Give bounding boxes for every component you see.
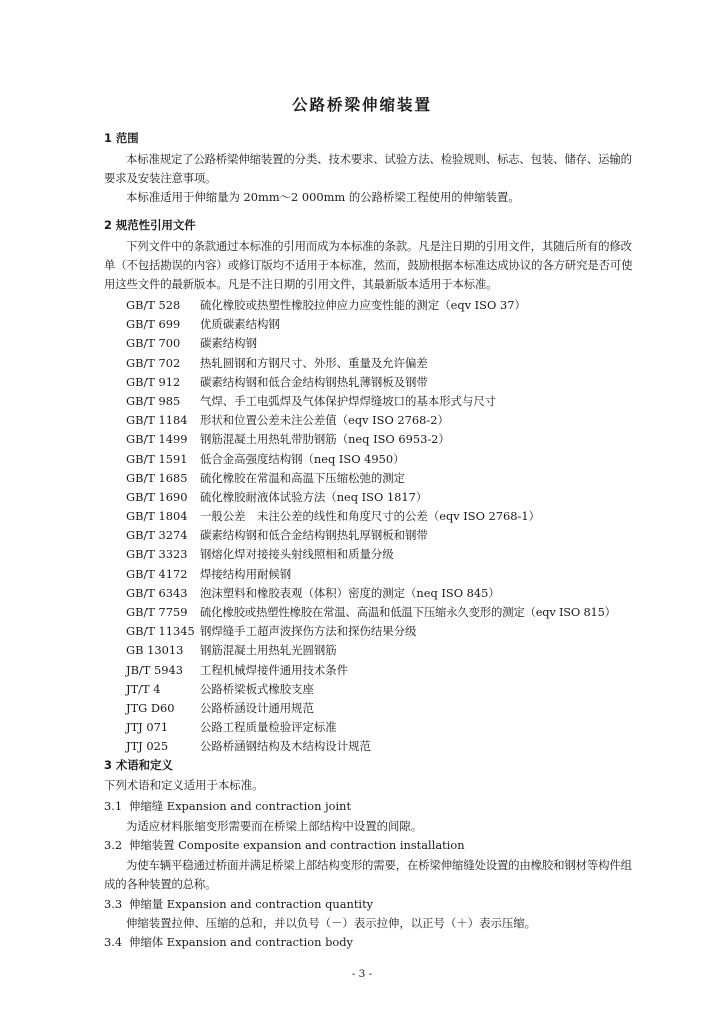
reference-item — [126, 526, 616, 545]
section-1-body — [104, 150, 638, 208]
reference-item — [126, 641, 616, 660]
reference-item — [126, 622, 616, 641]
reference-code: GB/T 1690 — [126, 489, 188, 504]
reference-code: GB/T 11345 — [126, 624, 195, 639]
section-3-intro: 下列术语和定义适用于本标准。 — [104, 778, 264, 792]
section-1-paragraph-1: 本标准规定了公路桥梁伸缩装置的分类、技术要求、试验方法、检验规则、标志、包装、储存、运输的要求及安装注意事项。 — [104, 152, 632, 186]
reference-name: 钢熔化焊对接接头射线照相和质量分级 — [200, 547, 394, 562]
reference-item — [126, 507, 616, 526]
reference-item — [126, 737, 616, 756]
reference-code: GB/T 7759 — [126, 605, 188, 619]
reference-name: 公路桥梁板式橡胶支座 — [200, 681, 314, 696]
reference-item — [126, 334, 616, 353]
term-3-3 — [104, 895, 373, 914]
reference-name: 钢筋混凝土用热轧光圆钢筋 — [200, 643, 337, 658]
reference-item — [126, 545, 616, 564]
term-3-2-definition-block — [104, 856, 638, 894]
reference-name: 气焊、手工电弧焊及气体保护焊焊缝坡口的基本形式与尺寸 — [200, 393, 497, 408]
reference-code: GB/T 1184 — [126, 413, 188, 428]
reference-code: JTG D60 — [126, 700, 175, 715]
reference-code: JTJ 025 — [126, 739, 169, 754]
reference-name: 低合金高强度结构钢（neq ISO 4950） — [200, 451, 405, 466]
reference-code: GB/T 699 — [126, 317, 181, 332]
reference-item — [126, 392, 616, 411]
reference-name: 碳素结构钢和低合金结构钢热轧厚钢板和钢带 — [200, 528, 428, 543]
reference-name: 公路桥涵钢结构及木结构设计规范 — [200, 739, 371, 754]
section-2-intro: 下列文件中的条款通过本标准的引用而成为本标准的条款。凡是注日期的引用文件，其随后所有的修改单（不包括勘误的内容）或修订版均不适用于本标准，然而，鼓励根据本标准达成协议的各方研究是否可使用这些文件的最新版本。凡是不注日期的引用文件，其最新版本适用于本标准。 — [104, 239, 633, 292]
reference-name: 钢筋混凝土用热轧带肋钢筋（neq ISO 6953-2） — [200, 432, 450, 447]
reference-item — [126, 488, 616, 507]
term-title: 伸缩量 Expansion and contraction quantity — [129, 897, 374, 911]
reference-name: 硫化橡胶在常温和高温下压缩松弛的测定 — [200, 470, 406, 485]
reference-list — [126, 296, 616, 757]
reference-code: JT/T 4 — [126, 681, 161, 696]
reference-item — [126, 430, 616, 449]
reference-item — [126, 411, 616, 430]
term-3-1 — [104, 797, 351, 816]
reference-item — [126, 315, 616, 334]
reference-name: 硫化橡胶或热塑性橡胶拉伸应力应变性能的测定（eqv ISO 37） — [200, 298, 526, 312]
reference-item — [126, 450, 616, 469]
reference-code: GB/T 3323 — [126, 547, 188, 562]
reference-code: GB/T 1499 — [126, 432, 188, 447]
term-3-2 — [104, 836, 465, 855]
reference-item — [126, 565, 616, 584]
reference-item — [126, 680, 616, 699]
reference-item — [126, 718, 616, 737]
reference-item — [126, 469, 616, 488]
reference-code: GB/T 700 — [126, 336, 181, 351]
term-3-2-definition: 为使车辆平稳通过桥面并满足桥梁上部结构变形的需要，在桥梁伸缩缝处设置的由橡胶和钢材等构件组成的各种装置的总称。 — [104, 858, 632, 892]
reference-code: GB/T 1804 — [126, 509, 188, 524]
reference-name: 形状和位置公差未注公差值（eqv ISO 2768-2） — [200, 413, 449, 428]
reference-code: GB/T 912 — [126, 374, 181, 389]
section-2-body — [104, 237, 638, 295]
reference-code: GB/T 3274 — [126, 528, 188, 543]
reference-code: GB/T 6343 — [126, 585, 188, 600]
reference-name: 硫化橡胶耐液体试验方法（neq ISO 1817） — [200, 489, 428, 504]
term-number: 3.1 — [104, 799, 123, 813]
reference-item — [126, 603, 616, 622]
page-number: - 3 - — [351, 968, 373, 980]
reference-item — [126, 584, 616, 603]
reference-code: GB/T 1685 — [126, 470, 188, 485]
term-3-4 — [104, 933, 353, 952]
reference-name: 公路工程质量检验评定标准 — [200, 720, 337, 735]
reference-name: 碳素结构钢和低合金结构钢热轧薄钢板及钢带 — [200, 374, 428, 389]
section-1-heading: 1 范围 — [104, 131, 139, 145]
reference-name: 优质碳素结构钢 — [200, 317, 280, 332]
reference-name: 泡沫塑料和橡胶表观（体积）密度的测定（neq ISO 845） — [200, 585, 500, 600]
term-title: 伸缩装置 Composite expansion and contraction installation — [129, 838, 465, 852]
reference-name: 焊接结构用耐候钢 — [200, 566, 292, 581]
term-number: 3.2 — [104, 838, 123, 852]
reference-name: 工程机械焊接件通用技术条件 — [200, 662, 349, 677]
reference-name: 一般公差 未注公差的线性和角度尺寸的公差（eqv ISO 2768-1） — [200, 509, 541, 524]
reference-code: JTJ 071 — [126, 720, 169, 735]
reference-item — [126, 661, 616, 680]
reference-item — [126, 354, 616, 373]
reference-name: 钢焊缝手工超声波探伤方法和探伤结果分级 — [200, 624, 417, 639]
term-title: 伸缩体 Expansion and contraction body — [129, 935, 353, 949]
reference-code: GB/T 985 — [126, 393, 181, 408]
term-title: 伸缩缝 Expansion and contraction joint — [129, 799, 352, 813]
term-3-3-definition: 伸缩装置拉伸、压缩的总和，并以负号（－）表示拉伸，以正号（＋）表示压缩。 — [126, 916, 537, 930]
reference-item — [126, 373, 616, 392]
section-1-paragraph-2: 本标准适用于伸缩量为 20mm～2 000mm 的公路桥梁工程使用的伸缩装置。 — [126, 190, 520, 205]
section-3-heading: 3 术语和定义 — [104, 758, 173, 772]
reference-name: 碳素结构钢 — [200, 336, 257, 351]
term-number: 3.4 — [104, 935, 123, 949]
reference-code: GB 13013 — [126, 643, 184, 658]
term-3-1-definition: 为适应材料胀缩变形需要而在桥梁上部结构中设置的间隙。 — [126, 819, 423, 833]
reference-code: GB/T 702 — [126, 355, 181, 370]
reference-code: GB/T 4172 — [126, 566, 188, 581]
reference-name: 硫化橡胶或热塑性橡胶在常温、高温和低温下压缩永久变形的测定（eqv ISO 815） — [200, 605, 616, 619]
reference-name: 热轧圆钢和方钢尺寸、外形、重量及允许偏差 — [200, 355, 428, 370]
reference-code: JB/T 5943 — [126, 662, 183, 677]
reference-code: GB/T 1591 — [126, 451, 188, 466]
reference-item — [126, 296, 616, 315]
document-title: 公路桥梁伸缩装置 — [291, 96, 432, 114]
reference-name: 公路桥涵设计通用规范 — [200, 700, 314, 715]
section-2-heading: 2 规范性引用文件 — [104, 218, 196, 232]
reference-item — [126, 699, 616, 718]
reference-code: GB/T 528 — [126, 298, 181, 312]
term-number: 3.3 — [104, 897, 123, 911]
